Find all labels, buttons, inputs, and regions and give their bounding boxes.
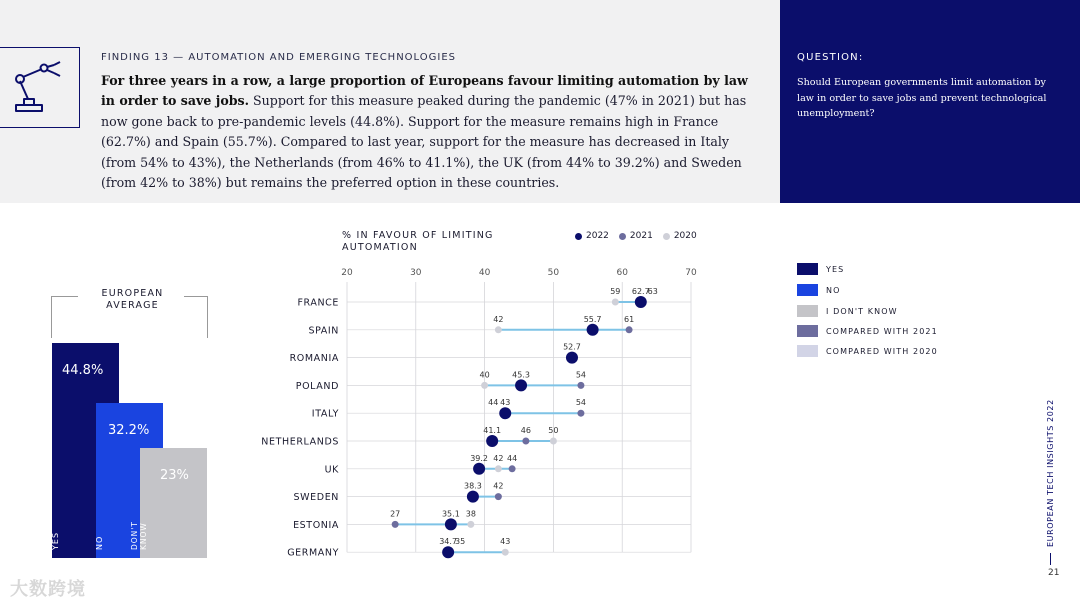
category-label: SPAIN — [308, 325, 339, 337]
watermark: 大数跨境 — [10, 579, 86, 600]
point-2020 — [481, 382, 488, 389]
x-tick-label: 70 — [685, 268, 697, 278]
point-2022 — [499, 407, 511, 419]
x-tick-label: 50 — [547, 268, 560, 278]
data-label-2021: 42 — [493, 481, 504, 491]
point-2022 — [566, 352, 578, 364]
data-label-2021: 44 — [507, 453, 518, 463]
data-label-2022: 41.1 — [483, 426, 502, 435]
point-2020 — [502, 549, 509, 556]
data-label-2022: 35.1 — [441, 509, 460, 519]
data-label-2021: 46 — [520, 426, 531, 435]
point-2020 — [612, 299, 619, 306]
legend-swatch — [797, 263, 818, 275]
data-label-2022: 38.3 — [463, 481, 482, 491]
data-label-2020: 43 — [500, 537, 511, 547]
point-2021 — [392, 521, 399, 528]
data-label-2020: 50 — [548, 426, 559, 435]
x-tick-label: 60 — [616, 268, 628, 278]
legend-label: COMPARED WITH 2021 — [826, 326, 938, 336]
x-tick-label: 40 — [478, 268, 491, 278]
data-label-2022: 55.7 — [583, 314, 602, 324]
legend-label: NO — [826, 285, 841, 295]
chart-title-text: % IN FAVOUR OF LIMITING AUTOMATION — [342, 230, 494, 253]
data-label-2022: 62.7 — [631, 287, 650, 296]
avg-bar-value: 23% — [160, 468, 189, 483]
avg-bar-value: 32.2% — [108, 423, 150, 438]
point-2022 — [635, 296, 647, 308]
point-2020 — [550, 438, 557, 445]
point-2022 — [515, 379, 527, 391]
legend-label: I DON'T KNOW — [826, 306, 898, 316]
data-label-2021: 35 — [455, 537, 466, 547]
point-2022 — [486, 435, 498, 447]
point-2022 — [442, 546, 454, 558]
point-2021 — [509, 465, 516, 472]
side-divider — [1050, 553, 1051, 565]
legend-swatch — [797, 284, 818, 296]
question-text: Should European governments limit automation by law in order to save jobs and prevent technological unemployment? — [797, 77, 1047, 119]
category-label: ITALY — [311, 408, 339, 420]
data-label-2022: 45.3 — [512, 370, 530, 380]
avg-bar-label: YES — [51, 531, 60, 550]
point-2021 — [577, 410, 584, 417]
point-2020 — [495, 465, 502, 472]
x-tick-label: 20 — [341, 268, 353, 278]
avg-bar-value: 44.8% — [62, 363, 104, 378]
category-label: POLAND — [295, 380, 339, 392]
point-2021 — [495, 493, 502, 500]
data-label-2020: 42 — [493, 453, 504, 463]
data-label-2021: 54 — [575, 398, 587, 408]
data-label-2020: 40 — [479, 370, 490, 380]
data-label-2022: 34.7 — [439, 537, 458, 547]
category-label: FRANCE — [297, 297, 339, 309]
series-legend-label: 2022 — [586, 231, 609, 241]
finding-body: Support for this measure peaked during the pandemic (47% in 2021) but has now gone back to pre-pandemic levels (44.8%). Support for the measure remains high in France (62.7%) and Spain (55.7%). Compared to last year, support for the measure has decreased in Italy (from 54% to 43%), the Netherlands (from 46% to 41.1%), the UK (from 44% to 39.2%) and Sweden (from 42% to 38%) but remains the preferred option in these countries. — [101, 93, 747, 191]
x-tick-label: 30 — [410, 268, 422, 278]
point-2021 — [577, 382, 584, 389]
finding-headline: For three years in a row, a large proportion of Europeans favour limiting automation by law in order to save jobs. — [101, 73, 748, 109]
data-label-2021: 54 — [575, 370, 587, 380]
legend-item — [797, 263, 844, 275]
point-2022 — [587, 324, 599, 336]
legend-swatch — [797, 345, 818, 357]
series-legend-label: 2020 — [673, 231, 697, 241]
avg-bar-label: NO — [95, 535, 104, 550]
data-label-2020: 44 — [488, 398, 499, 408]
data-label-2022: 52.7 — [563, 342, 581, 352]
data-label-2021: 61 — [623, 314, 635, 324]
data-label-2020: 59 — [610, 287, 621, 296]
point-2022 — [445, 518, 457, 530]
european-average-title: EUROPEAN AVERAGE — [101, 288, 164, 311]
category-label: SWEDEN — [293, 492, 339, 504]
side-title-text: EUROPEAN TECH INSIGHTS 2022 — [1046, 399, 1055, 547]
avg-bar-don-t-know — [130, 448, 207, 558]
question-label: QUESTION: — [797, 52, 864, 63]
category-label: GERMANY — [287, 547, 339, 559]
category-label: UK — [324, 464, 339, 476]
data-label-2020: 38 — [465, 509, 476, 519]
data-label-2021: 63 — [647, 287, 658, 296]
finding-label: FINDING 13 — AUTOMATION AND EMERGING TECHNOLOGIES — [101, 52, 456, 63]
legend-swatch — [797, 305, 818, 317]
legend-label: YES — [826, 264, 845, 274]
point-2022 — [473, 463, 485, 475]
data-label-2022: 39.2 — [470, 453, 489, 463]
legend-item — [797, 345, 938, 357]
avg-bar-label: DON'T KNOW — [130, 521, 148, 550]
legend-label: COMPARED WITH 2020 — [826, 346, 938, 356]
data-label-2020: 42 — [493, 314, 504, 324]
point-2020 — [495, 326, 502, 333]
legend-item — [797, 305, 898, 317]
point-2021 — [522, 438, 529, 445]
category-label: ROMANIA — [289, 353, 339, 365]
series-legend-label: 2021 — [629, 231, 653, 241]
legend-item — [797, 284, 840, 296]
point-2020 — [467, 521, 474, 528]
legend-swatch — [797, 325, 818, 337]
point-2021 — [626, 326, 633, 333]
data-label-2022: 43 — [500, 398, 511, 408]
point-2022 — [467, 491, 479, 503]
page-number: 21 — [1048, 568, 1060, 578]
data-label-2021: 27 — [390, 509, 401, 519]
side-title — [1046, 399, 1056, 547]
category-label: ESTONIA — [293, 519, 339, 531]
legend-item — [797, 325, 938, 337]
category-label: NETHERLANDS — [261, 436, 339, 448]
